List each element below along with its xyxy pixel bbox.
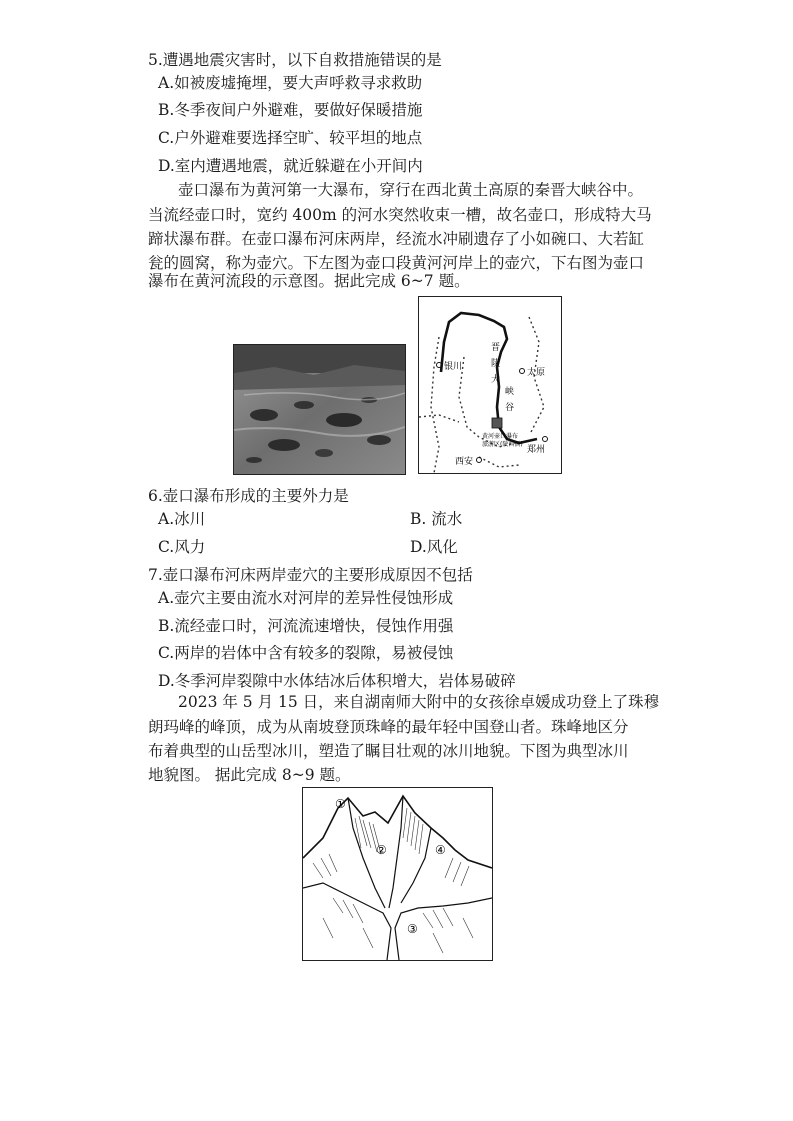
pothole-photo <box>233 344 406 475</box>
slope-hatching <box>313 808 473 953</box>
q6-option-a: A.冰川 <box>158 510 206 528</box>
glacier-landform-figure <box>302 787 493 961</box>
passage1-line-1: 壶口瀑布为黄河第一大瀑布，穿行在西北黄土高原的秦晋大峡谷中。 <box>178 181 644 199</box>
marker-3: ③ <box>407 922 418 936</box>
q7-option-d: D.冬季河岸裂隙中水体结冰后体积增大，岩体易破碎 <box>158 672 516 690</box>
map-label-taiyuan: 太原 <box>527 368 546 378</box>
hukou-map-svg <box>419 297 561 473</box>
q5-option-c: C.户外避难要选择空旷、较平坦的地点 <box>158 129 423 147</box>
q6-option-b: B. 流水 <box>410 510 463 528</box>
map-label-yinchuan: 银川 <box>444 362 463 372</box>
yellow-river <box>441 313 537 443</box>
passage2-line-3: 布着典型的山岳型冰川，塑造了瞩目壮观的冰川地貌。下图为典型冰川 <box>148 742 629 760</box>
q5-option-a: A.如被废墟掩埋，要大声呼救寻求救助 <box>158 74 423 92</box>
marker-2: ② <box>376 843 387 857</box>
map-label-xian: 西安 <box>455 457 474 467</box>
map-label-da: 大 <box>491 375 501 385</box>
q7-stem: 7.壶口瀑布河床两岸壶穴的主要形成原因不包括 <box>148 566 473 584</box>
border-line <box>419 415 459 422</box>
city-marker-zhengzhou <box>543 437 548 442</box>
map-label-shan: 陕 <box>491 359 501 369</box>
marker-1: ① <box>335 797 346 811</box>
ridge-line <box>401 828 431 903</box>
ridge-line <box>389 796 403 908</box>
hukou-waterfall-icon <box>492 418 502 428</box>
q7-option-b: B.流经壶口时，河流流速增快，侵蚀作用强 <box>158 617 454 635</box>
map-label-xia: 峡 <box>505 387 515 397</box>
passage1-line-2: 当流经壶口时，宽约 400m 的河水突然收束一槽，故名壶口，形成特大马 <box>148 206 652 224</box>
passage2-line-1: 2023 年 5 月 15 日，来自湖南师大附中的女孩徐卓媛成功登上了珠穆 <box>178 693 660 711</box>
map-label-jin: 晋 <box>491 343 501 353</box>
marker-4: ④ <box>435 843 446 857</box>
pothole-photo-image <box>234 345 405 474</box>
q6-option-c: C.风力 <box>158 538 206 556</box>
q5-option-b: B.冬季夜间户外避难，要做好保暖措施 <box>158 101 423 119</box>
map-label-hukou-2: 旅游区(陕西侧) <box>482 441 523 448</box>
passage2-line-4: 地貌图。 据此完成 8~9 题。 <box>148 766 351 784</box>
border-line <box>431 337 439 473</box>
passage1-line-5: 瀑布在黄河流段的示意图。据此完成 6~7 题。 <box>148 272 470 290</box>
city-marker-xian <box>477 458 482 463</box>
q6-option-d: D.风化 <box>410 538 458 556</box>
passage2-line-2: 朗玛峰的峰顶，成为从南坡登顶珠峰的最年轻中国登山者。珠峰地区分 <box>148 718 629 736</box>
city-marker-taiyuan <box>520 369 525 374</box>
q7-option-a: A.壶穴主要由流水对河岸的差异性侵蚀形成 <box>158 589 454 607</box>
glacier-landform-svg <box>303 788 492 960</box>
map-label-gu: 谷 <box>505 403 515 413</box>
passage1-line-4: 瓮的圆窝，称为壶穴。下左图为壶口段黄河河岸上的壶穴，下右图为壶口 <box>148 254 645 272</box>
map-label-hukou-1: 黄河壶口瀑布 <box>482 433 519 440</box>
hukou-map <box>418 296 562 474</box>
passage1-line-3: 蹄状瀑布群。在壶口瀑布河床两岸，经流水冲刷遗存了小如碗口、大若缸 <box>148 230 645 248</box>
q7-option-c: C.两岸的岩体中含有较多的裂隙，易被侵蚀 <box>158 644 454 662</box>
q5-option-d: D.室内遭遇地震，就近躲避在小开间内 <box>158 157 423 175</box>
border-line <box>479 457 519 467</box>
q5-stem: 5.遭遇地震灾害时，以下自救措施错误的是 <box>148 51 442 69</box>
q6-stem: 6.壶口瀑布形成的主要外力是 <box>148 487 349 505</box>
map-label-zhengzhou: 郑州 <box>527 445 546 455</box>
